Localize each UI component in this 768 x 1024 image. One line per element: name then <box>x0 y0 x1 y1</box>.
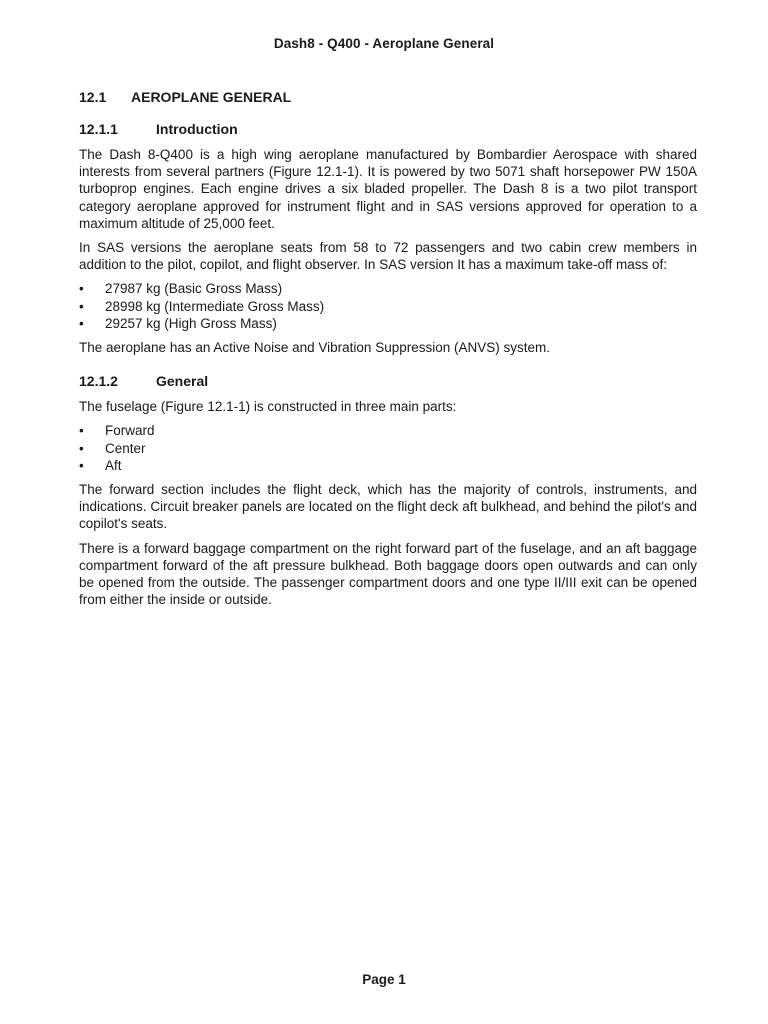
bullet-icon: • <box>79 281 84 297</box>
list-item <box>79 298 697 315</box>
paragraph: In SAS versions the aeroplane seats from 58 to 72 passengers and two cabin crew members in addition to the pilot, copilot, and flight observer. In SAS version It has a maximum take-off mass of: <box>79 240 697 273</box>
list-item <box>79 457 697 474</box>
document-body <box>79 88 697 615</box>
paragraph: The Dash 8-Q400 is a high wing aeroplane manufactured by Bombardier Aerospace with shared interests from several partners (Figure 12.1-1). It is powered by two 5071 shaft horsepower PW 150A turboprop engines. Each engine drives a six bladed propeller. The Dash 8 is a two pilot transport category aeroplane approved for instrument flight and in SAS versions approved for operation to a maximum altitude of 25,000 feet. <box>79 147 697 231</box>
list-item-text: 27987 kg (Basic Gross Mass) <box>105 281 283 297</box>
list-item <box>79 422 697 439</box>
section-heading-introduction <box>79 120 697 138</box>
section-number: 12.1 <box>79 89 107 105</box>
fuselage-parts-list <box>79 422 697 474</box>
bullet-icon: • <box>79 298 84 314</box>
section-title: AEROPLANE GENERAL <box>131 89 292 105</box>
section-spacer <box>79 363 697 372</box>
running-header: Dash8 - Q400 - Aeroplane General <box>273 36 495 51</box>
list-item-text: Center <box>105 440 146 456</box>
bullet-icon: • <box>79 315 84 331</box>
section-number: 12.1.1 <box>79 121 118 137</box>
paragraph: The fuselage (Figure 12.1-1) is constructed in three main parts: <box>79 399 457 415</box>
paragraph: The aeroplane has an Active Noise and Vibration Suppression (ANVS) system. <box>79 340 551 356</box>
section-heading-main <box>79 88 697 106</box>
list-item-text: 28998 kg (Intermediate Gross Mass) <box>105 298 325 314</box>
list-item <box>79 280 697 297</box>
list-item-text: Aft <box>105 457 122 473</box>
bullet-icon: • <box>79 440 84 456</box>
section-heading-general <box>79 372 697 390</box>
section-number: 12.1.2 <box>79 373 118 390</box>
page-number: Page 1 <box>362 972 406 987</box>
paragraph: The forward section includes the flight deck, which has the majority of controls, instruments, and indications. Circuit breaker panels are located on the flight deck aft bulkhead, and behind the pilot's and copilot's seats. <box>79 482 697 532</box>
bullet-icon: • <box>79 457 84 473</box>
paragraph: There is a forward baggage compartment on the right forward part of the fuselage, and an aft baggage compartment forward of the aft pressure bulkhead. Both baggage doors open outwards and can only be opened from the outside. The passenger compartment doors and one type II/III exit can be opened from either the inside or outside. <box>79 540 697 608</box>
section-title: Introduction <box>156 121 238 137</box>
section-title: General <box>156 373 209 390</box>
list-item <box>79 315 697 332</box>
bullet-icon: • <box>79 423 84 439</box>
list-item-text: Forward <box>105 423 155 439</box>
mass-list <box>79 280 697 332</box>
list-item <box>79 440 697 457</box>
list-item-text: 29257 kg (High Gross Mass) <box>105 315 277 331</box>
